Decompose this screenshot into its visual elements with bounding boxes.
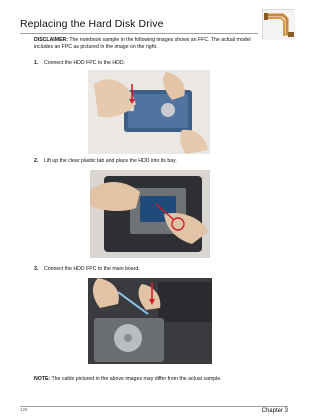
step-3: [34, 266, 140, 273]
hdd-bay-photo: [90, 170, 210, 258]
mainboard-connection-photo: [88, 278, 212, 364]
step-number: 1.: [34, 60, 39, 66]
step-1: [34, 60, 125, 67]
disclaimer-text: The notebook sample in the following images shows an FFC. The actual model includes an FPC as pictured in the image on the right.: [34, 37, 251, 50]
step-2: [34, 158, 177, 165]
disclaimer: [34, 37, 256, 51]
page-number: 126: [20, 407, 28, 412]
step-number: 2.: [34, 158, 39, 164]
header-rule: [20, 33, 258, 34]
step-number: 3.: [34, 266, 39, 272]
fpc-cable-image: [262, 9, 294, 39]
note: [34, 376, 222, 382]
note-label: NOTE:: [34, 376, 51, 382]
hdd-fpc-photo: [88, 70, 210, 154]
footer-rule: [20, 406, 288, 407]
step-text: Connect the HDD FPC to the main board.: [44, 266, 140, 272]
step-text: Connect the HDD FPC to the HDD.: [44, 60, 126, 66]
page-title: Replacing the Hard Disk Drive: [20, 18, 164, 30]
step-text: Lift up the clear plastic tab and place the HDD into its bay.: [44, 158, 177, 164]
chapter-label: Chapter 3: [261, 408, 288, 414]
note-text: The cable pictured in the above images may differ from the actual sample.: [51, 376, 222, 382]
disclaimer-label: DISCLAIMER:: [34, 37, 69, 43]
